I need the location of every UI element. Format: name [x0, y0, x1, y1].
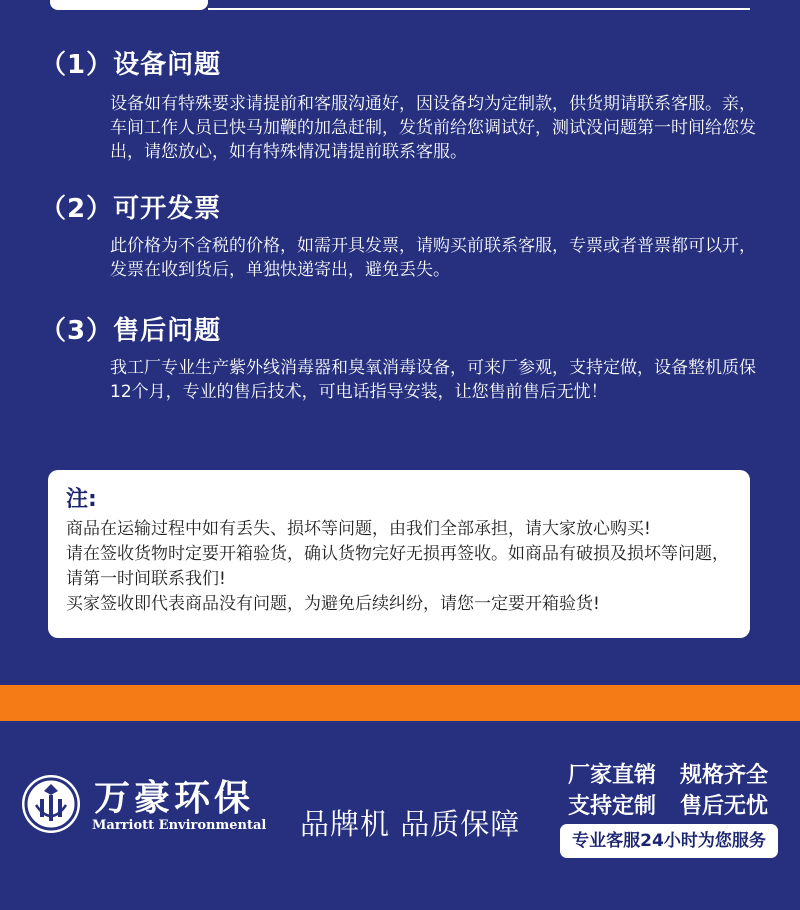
note-line: 商品在运输过程中如有丢失、损坏等问题，由我们全部承担，请大家放心购买!	[66, 519, 651, 539]
feature-full-specs: 规格齐全	[680, 763, 769, 788]
section-body-after-sales: 我工厂专业生产紫外线消毒器和臭氧消毒设备，可来厂参观，支持定做，设备整机质保12个月，专业的售后技术，可电话指导安装，让您售前售后无忧！	[110, 358, 756, 402]
section-title-after-sales: （3）售后问题	[40, 316, 222, 346]
top-divider-line	[208, 8, 750, 10]
brand-logo-mark	[22, 775, 80, 833]
feature-customization: 支持定制	[568, 794, 657, 819]
note-card	[48, 470, 750, 638]
section-body-invoice: 此价格为不含税的价格，如需开具发票，请购买前联系客服，专票或者普票都可以开，发票在收到货后，单独快递寄出，避免丢失。	[110, 236, 756, 280]
brand-name-cn: 万豪环保	[94, 777, 255, 819]
service-badge: 专业客服24小时为您服务	[560, 824, 778, 858]
section-title-equipment: （1）设备问题	[40, 50, 222, 80]
section-title-invoice: （2）可开发票	[40, 194, 222, 224]
note-line: 请在签收货物时定要开箱验货，确认货物完好无损再签收。如商品有破损及损坏等问题，请第一时间联系我们!	[66, 544, 729, 589]
top-tab-decoration	[50, 0, 208, 10]
orange-divider-band	[0, 685, 800, 721]
brand-slogan: 品牌机 品质保障	[300, 807, 521, 841]
note-title: 注:	[66, 487, 97, 512]
brand-logo-icon	[22, 775, 80, 833]
section-body-equipment: 设备如有特殊要求请提前和客服沟通好，因设备均为定制款，供货期请联系客服。亲，车间工作人员已快马加鞭的加急赶制，发货前给您调试好，测试没问题第一时间给您发出，请您放心，如有特殊情况请提前联系客服。	[110, 94, 756, 162]
brand-name-en: Marriott Environmental	[92, 818, 267, 833]
feature-factory-direct: 厂家直销	[568, 763, 657, 788]
feature-after-sales: 售后无忧	[680, 794, 769, 819]
note-line: 买家签收即代表商品没有问题，为避免后续纠纷，请您一定要开箱验货!	[66, 594, 600, 614]
